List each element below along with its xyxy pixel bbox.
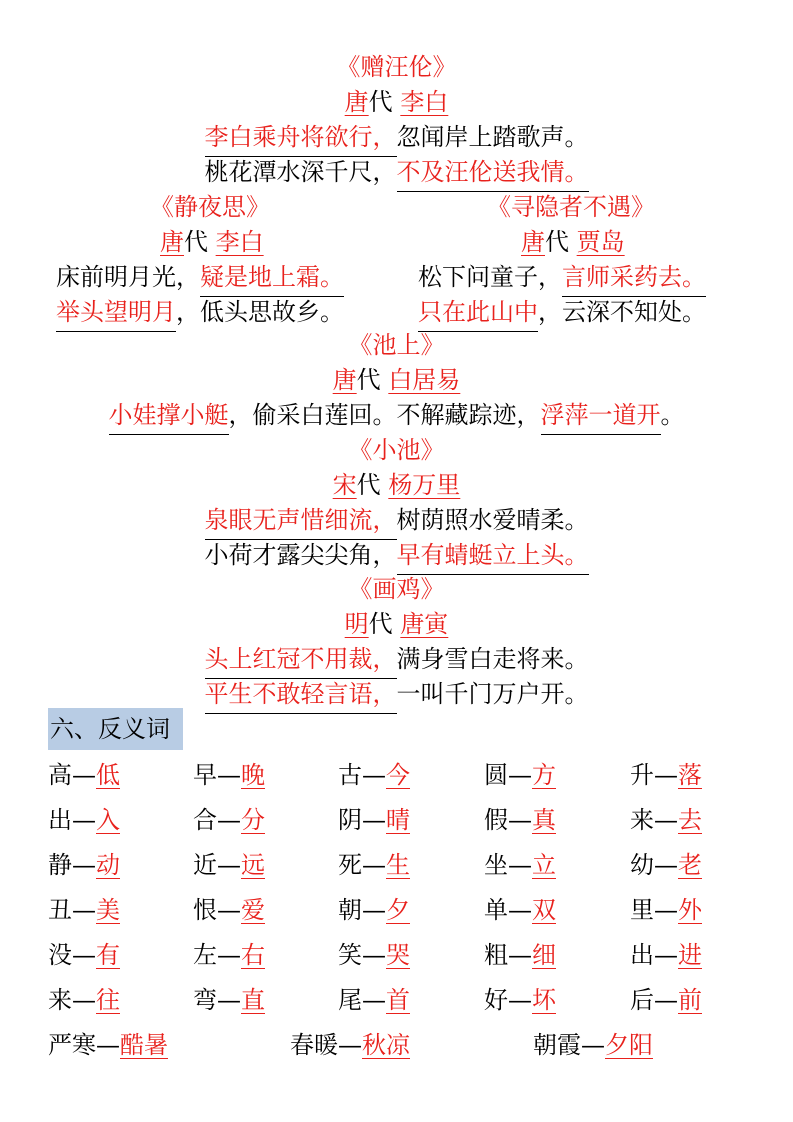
poem3-title: 《寻隐者不遇》 — [487, 193, 655, 221]
antonym-answer: 今 — [386, 761, 410, 789]
antonym-dash: — — [654, 986, 678, 1014]
antonym-answer: 双 — [532, 896, 556, 924]
poem5-line2: 小荷才露尖尖角，早有蜻蜓立上头。 — [0, 538, 793, 575]
antonym-word: 来 — [48, 986, 72, 1014]
poem6-line1: 头上红冠不用裁，满身雪白走将来。 — [0, 642, 793, 679]
antonym-dash: — — [217, 851, 241, 879]
antonym-word: 没 — [48, 941, 72, 969]
antonym-answer: 爱 — [241, 896, 265, 924]
antonym-pair — [290, 1028, 410, 1062]
antonym-pair — [533, 1028, 653, 1062]
antonym-pair — [630, 893, 702, 927]
antonym-dash: — — [72, 761, 96, 789]
antonym-word: 单 — [484, 896, 508, 924]
antonym-answer: 落 — [678, 761, 702, 789]
antonym-pair — [338, 848, 410, 882]
poem1-author-line: 唐代 李白 — [344, 88, 449, 116]
antonym-word: 笑 — [338, 941, 362, 969]
antonym-answer: 坏 — [532, 986, 556, 1014]
antonym-answer: 方 — [532, 761, 556, 789]
antonym-word: 出 — [48, 806, 72, 834]
section-heading-antonyms: 六、反义词 — [48, 708, 183, 750]
poem5-line1: 泉眼无声惜细流，树荫照水爱晴柔。 — [0, 503, 793, 540]
antonym-word: 早 — [193, 761, 217, 789]
poem4-title: 《池上》 — [348, 331, 445, 359]
antonym-pair — [630, 983, 702, 1017]
antonym-answer: 夕 — [386, 896, 410, 924]
antonym-pair — [48, 983, 120, 1017]
antonym-word: 坐 — [484, 851, 508, 879]
antonym-dash: — — [96, 1031, 120, 1059]
antonym-answer: 哭 — [386, 941, 410, 969]
antonym-answer: 夕阳 — [605, 1031, 653, 1059]
antonym-pair — [484, 938, 556, 972]
antonym-pair — [338, 803, 410, 837]
antonym-word: 朝霞 — [533, 1031, 581, 1059]
antonym-answer: 分 — [241, 806, 265, 834]
antonym-dash: — — [72, 986, 96, 1014]
antonym-word: 弯 — [193, 986, 217, 1014]
poem5-author-line: 宋代 杨万里 — [332, 471, 461, 499]
antonym-word: 后 — [630, 986, 654, 1014]
antonym-word: 升 — [630, 761, 654, 789]
antonym-pair — [48, 1028, 168, 1062]
poem3-author-line: 唐代 贾岛 — [521, 228, 625, 256]
antonym-answer: 往 — [96, 986, 120, 1014]
antonym-answer: 外 — [678, 896, 702, 924]
antonym-dash: — — [581, 1031, 605, 1059]
antonym-dash: — — [362, 941, 386, 969]
antonym-word: 严寒 — [48, 1031, 96, 1059]
antonym-dash: — — [217, 806, 241, 834]
poem2-author-line: 唐代 李白 — [160, 228, 264, 256]
antonym-dash: — — [338, 1031, 362, 1059]
antonym-pair — [193, 983, 265, 1017]
antonym-dash: — — [217, 761, 241, 789]
antonym-answer: 细 — [532, 941, 556, 969]
antonym-dash: — — [508, 986, 532, 1014]
antonym-dash: — — [72, 896, 96, 924]
antonym-pair — [193, 758, 265, 792]
poem2-line2: 举头望明月，低头思故乡。 — [56, 295, 344, 332]
antonym-word: 近 — [193, 851, 217, 879]
antonym-word: 好 — [484, 986, 508, 1014]
poem3-line2: 只在此山中，云深不知处。 — [418, 295, 706, 332]
antonym-pair — [484, 803, 556, 837]
antonym-answer: 前 — [678, 986, 702, 1014]
antonym-answer: 有 — [96, 941, 120, 969]
antonym-pair — [630, 938, 702, 972]
antonym-word: 丑 — [48, 896, 72, 924]
antonym-answer: 首 — [386, 986, 410, 1014]
antonym-pair — [484, 848, 556, 882]
poem1-line1: 李白乘舟将欲行，忽闻岸上踏歌声。 — [0, 120, 793, 157]
antonym-answer: 直 — [241, 986, 265, 1014]
antonym-pair — [484, 893, 556, 927]
antonym-dash: — — [362, 806, 386, 834]
antonym-dash: — — [362, 896, 386, 924]
antonym-dash: — — [217, 941, 241, 969]
antonym-answer: 立 — [532, 851, 556, 879]
antonym-word: 假 — [484, 806, 508, 834]
antonym-pair — [630, 848, 702, 882]
antonym-pair — [338, 983, 410, 1017]
antonym-word: 左 — [193, 941, 217, 969]
antonym-pair — [630, 803, 702, 837]
antonym-dash: — — [72, 851, 96, 879]
antonym-pair — [48, 848, 120, 882]
antonym-word: 古 — [338, 761, 362, 789]
poem5-title: 《小池》 — [348, 436, 445, 464]
antonym-word: 高 — [48, 761, 72, 789]
poem2-title: 《静夜思》 — [150, 193, 270, 221]
antonym-dash: — — [654, 896, 678, 924]
antonym-pair — [484, 758, 556, 792]
antonym-word: 阴 — [338, 806, 362, 834]
antonym-pair — [193, 803, 265, 837]
poem1-title: 《赠汪伦》 — [336, 53, 457, 81]
antonym-word: 静 — [48, 851, 72, 879]
antonym-dash: — — [508, 806, 532, 834]
antonym-answer: 美 — [96, 896, 120, 924]
antonym-pair — [48, 803, 120, 837]
antonym-dash: — — [508, 896, 532, 924]
antonym-dash: — — [654, 941, 678, 969]
antonym-answer: 动 — [96, 851, 120, 879]
antonym-dash: — — [654, 851, 678, 879]
antonym-word: 出 — [630, 941, 654, 969]
antonym-word: 恨 — [193, 896, 217, 924]
antonym-pair — [48, 893, 120, 927]
antonym-pair — [484, 983, 556, 1017]
poem2-line1: 床前明月光，疑是地上霜。 — [56, 260, 344, 297]
antonym-dash: — — [362, 986, 386, 1014]
poem4-author-line: 唐代 白居易 — [332, 366, 461, 394]
antonym-word: 粗 — [484, 941, 508, 969]
antonym-word: 里 — [630, 896, 654, 924]
antonym-dash: — — [72, 941, 96, 969]
antonym-pair — [193, 938, 265, 972]
antonym-pair — [338, 758, 410, 792]
antonym-pair — [48, 938, 120, 972]
antonym-answer: 真 — [532, 806, 556, 834]
antonym-answer: 右 — [241, 941, 265, 969]
antonym-answer: 酷暑 — [120, 1031, 168, 1059]
antonym-dash: — — [508, 851, 532, 879]
antonym-answer: 生 — [386, 851, 410, 879]
poem3-line1: 松下问童子，言师采药去。 — [418, 260, 706, 297]
antonym-answer: 低 — [96, 761, 120, 789]
antonym-answer: 晴 — [386, 806, 410, 834]
antonym-dash: — — [508, 761, 532, 789]
antonym-answer: 老 — [678, 851, 702, 879]
antonym-answer: 去 — [678, 806, 702, 834]
antonym-dash: — — [654, 806, 678, 834]
antonym-pair — [630, 758, 702, 792]
antonym-pair — [338, 893, 410, 927]
antonym-dash: — — [508, 941, 532, 969]
antonym-dash: — — [217, 986, 241, 1014]
antonym-pair — [48, 758, 120, 792]
antonym-answer: 远 — [241, 851, 265, 879]
antonym-pair — [338, 938, 410, 972]
poem6-title: 《画鸡》 — [348, 575, 445, 603]
antonym-dash: — — [217, 896, 241, 924]
antonym-answer: 进 — [678, 941, 702, 969]
antonym-dash: — — [72, 806, 96, 834]
antonym-answer: 晚 — [241, 761, 265, 789]
antonym-word: 合 — [193, 806, 217, 834]
poem6-line2: 平生不敢轻言语，一叫千门万户开。 — [0, 677, 793, 714]
antonym-dash: — — [362, 851, 386, 879]
antonym-word: 来 — [630, 806, 654, 834]
antonym-answer: 入 — [96, 806, 120, 834]
poem4-line1: 小娃撑小艇，偷采白莲回。不解藏踪迹，浮萍一道开。 — [0, 398, 793, 435]
antonym-word: 幼 — [630, 851, 654, 879]
antonym-dash: — — [654, 761, 678, 789]
poem6-author-line: 明代 唐寅 — [344, 610, 449, 638]
antonym-dash: — — [362, 761, 386, 789]
antonym-word: 朝 — [338, 896, 362, 924]
poem1-line2: 桃花潭水深千尺，不及汪伦送我情。 — [0, 155, 793, 192]
antonym-word: 尾 — [338, 986, 362, 1014]
antonym-answer: 秋凉 — [362, 1031, 410, 1059]
antonym-word: 死 — [338, 851, 362, 879]
antonym-pair — [193, 848, 265, 882]
antonym-pair — [193, 893, 265, 927]
antonym-word: 圆 — [484, 761, 508, 789]
antonym-word: 春暖 — [290, 1031, 338, 1059]
